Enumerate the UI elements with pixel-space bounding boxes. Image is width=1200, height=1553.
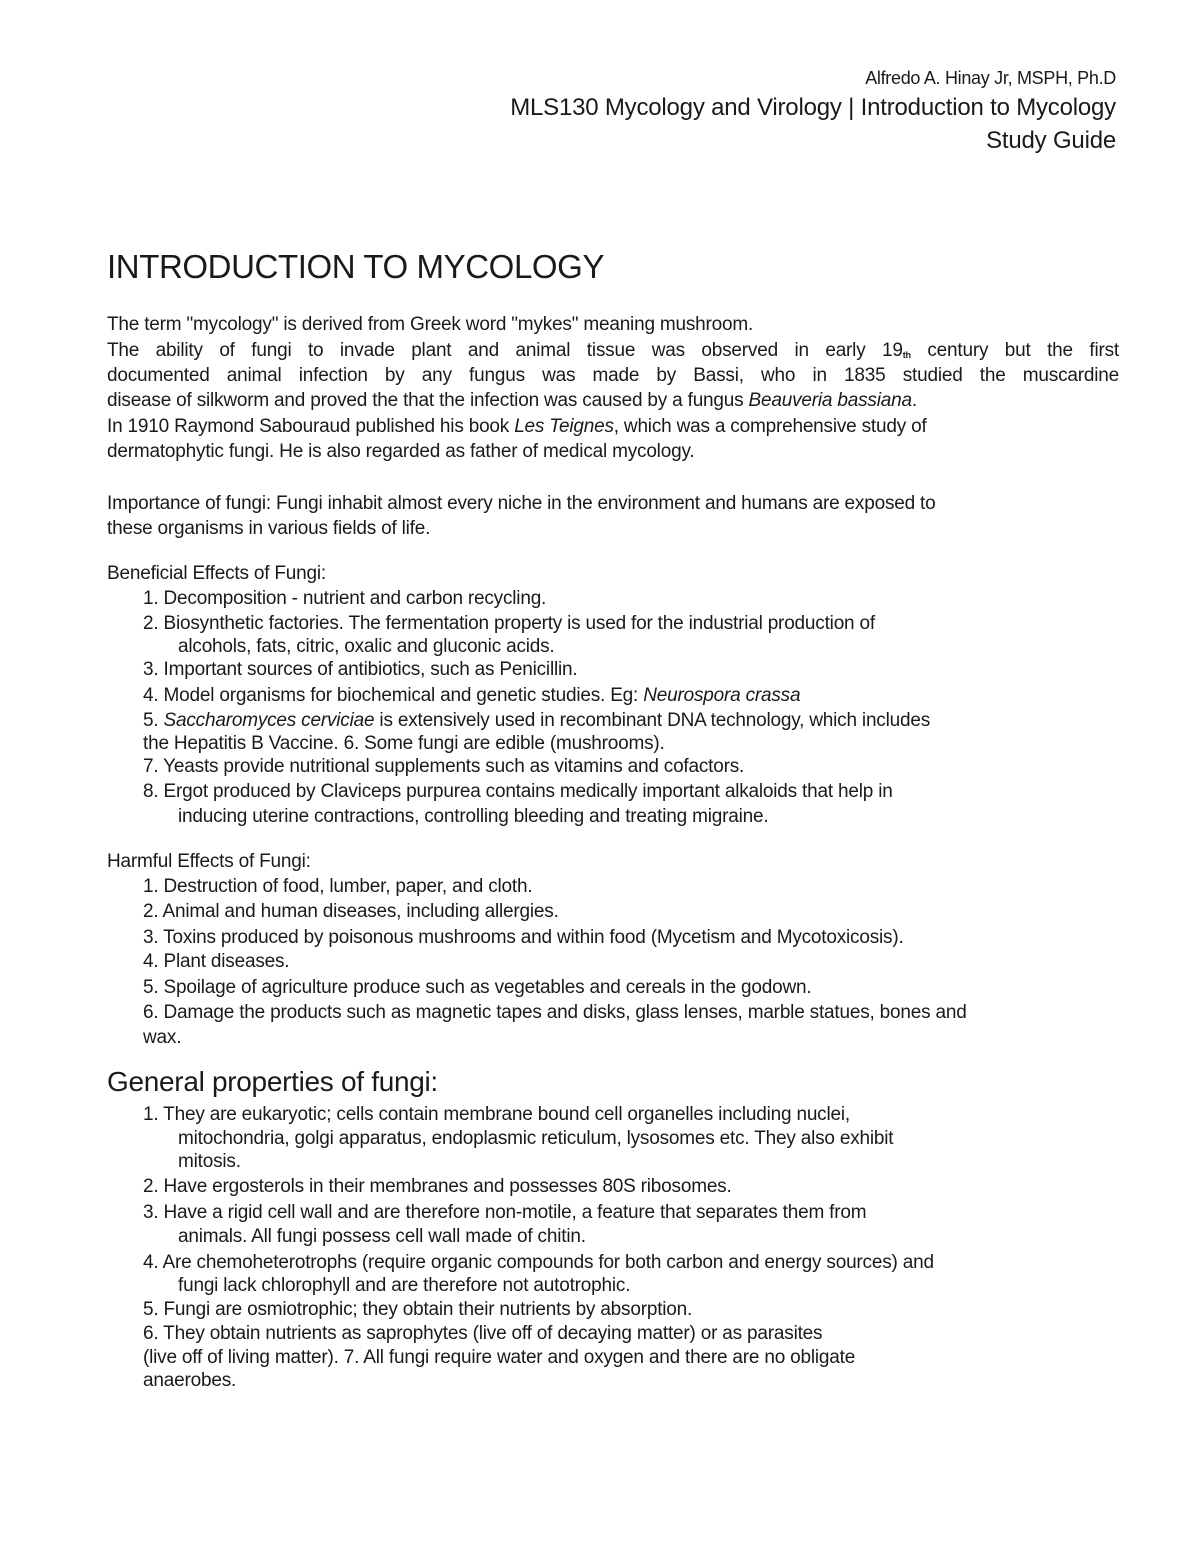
beneficial-item-3: 3. Important sources of antibiotics, such as Penicillin. [143, 659, 578, 680]
general-item-2: 2. Have ergosterols in their membranes and possesses 80S ribosomes. [143, 1176, 732, 1197]
harmful-item-6: 6. Damage the products such as magnetic tapes and disks, glass lenses, marble statues, bones and [143, 1002, 967, 1023]
general-properties-heading: General properties of fungi: [107, 1066, 438, 1097]
beneficial-item-8-cont: inducing uterine contractions, controlling bleeding and treating migraine. [178, 806, 769, 827]
harmful-heading: Harmful Effects of Fungi: [107, 851, 311, 872]
harmful-item-1: 1. Destruction of food, lumber, paper, and cloth. [143, 876, 533, 897]
beneficial-item-2: 2. Biosynthetic factories. The fermentation property is used for the industrial production of [143, 613, 875, 634]
general-item-1: 1. They are eukaryotic; cells contain membrane bound cell organelles including nuclei, [143, 1104, 850, 1125]
intro-line-4: disease of silkworm and proved the that the infection was caused by a fungus Beauveria bassiana. [107, 390, 917, 411]
study-guide-label: Study Guide [986, 127, 1116, 154]
beneficial-item-1: 1. Decomposition - nutrient and carbon recycling. [143, 588, 547, 609]
importance-line-2: these organisms in various fields of life. [107, 518, 431, 539]
general-item-3-cont: animals. All fungi possess cell wall made of chitin. [178, 1226, 586, 1247]
page-title: INTRODUCTION TO MYCOLOGY [107, 248, 605, 285]
general-item-6: 6. They obtain nutrients as saprophytes (live off of decaying matter) or as parasites [143, 1323, 823, 1344]
beneficial-item-5-cont: the Hepatitis B Vaccine. 6. Some fungi are edible (mushrooms). [143, 733, 665, 754]
general-item-4-cont: fungi lack chlorophyll and are therefore not autotrophic. [178, 1275, 631, 1296]
beneficial-item-4: 4. Model organisms for biochemical and genetic studies. Eg: Neurospora crassa [143, 685, 801, 706]
beneficial-item-2-cont: alcohols, fats, citric, oxalic and gluconic acids. [178, 636, 555, 657]
harmful-item-4: 4. Plant diseases. [143, 951, 290, 972]
author-line: Alfredo A. Hinay Jr, MSPH, Ph.D [865, 68, 1116, 88]
importance-line-1: Importance of fungi: Fungi inhabit almost every niche in the environment and humans are exposed to [107, 493, 936, 514]
intro-line-2: The ability of fungi to invade plant and animal tissue was observed in early $19_{th}$ century but the first [107, 340, 1119, 361]
general-item-4: 4. Are chemoheterotrophs (require organic compounds for both carbon and energy sources) and [143, 1252, 934, 1273]
general-item-5: 5. Fungi are osmiotrophic; they obtain their nutrients by absorption. [143, 1299, 693, 1320]
general-item-1-cont: mitochondria, golgi apparatus, endoplasmic reticulum, lysosomes etc. They also exhibit [178, 1128, 894, 1149]
harmful-item-3: 3. Toxins produced by poisonous mushrooms and within food (Mycetism and Mycotoxicosis). [143, 927, 904, 948]
intro-line-6: dermatophytic fungi. He is also regarded as father of medical mycology. [107, 441, 695, 462]
intro-line-5: In 1910 Raymond Sabouraud published his book Les Teignes, which was a comprehensive study of [107, 416, 927, 437]
beneficial-item-8: 8. Ergot produced by Claviceps purpurea contains medically important alkaloids that help in [143, 781, 893, 802]
general-item-6-cont2: anaerobes. [143, 1370, 237, 1391]
intro-line-1: The term "mycology" is derived from Greek word "mykes" meaning mushroom. [107, 314, 754, 335]
general-item-6-cont: (live off of living matter). 7. All fungi require water and oxygen and there are no obligate [143, 1347, 856, 1368]
beneficial-heading: Beneficial Effects of Fungi: [107, 563, 327, 584]
harmful-item-5: 5. Spoilage of agriculture produce such as vegetables and cereals in the godown. [143, 977, 812, 998]
beneficial-item-5: 5. Saccharomyces cerviciae is extensively used in recombinant DNA technology, which includes [143, 710, 931, 731]
superscript-th: th [902, 350, 911, 360]
harmful-item-2: 2. Animal and human diseases, including allergies. [143, 901, 559, 922]
intro-line-3: documented animal infection by any fungus was made by Bassi, who in 1835 studied the muscardine [107, 365, 1119, 386]
course-title: MLS130 Mycology and Virology | Introduction to Mycology [510, 94, 1116, 121]
harmful-item-6-cont: wax. [143, 1027, 182, 1048]
general-item-1-cont2: mitosis. [178, 1151, 241, 1172]
beneficial-item-7: 7. Yeasts provide nutritional supplements such as vitamins and cofactors. [143, 756, 745, 777]
general-item-3: 3. Have a rigid cell wall and are therefore non-motile, a feature that separates them from [143, 1202, 867, 1223]
